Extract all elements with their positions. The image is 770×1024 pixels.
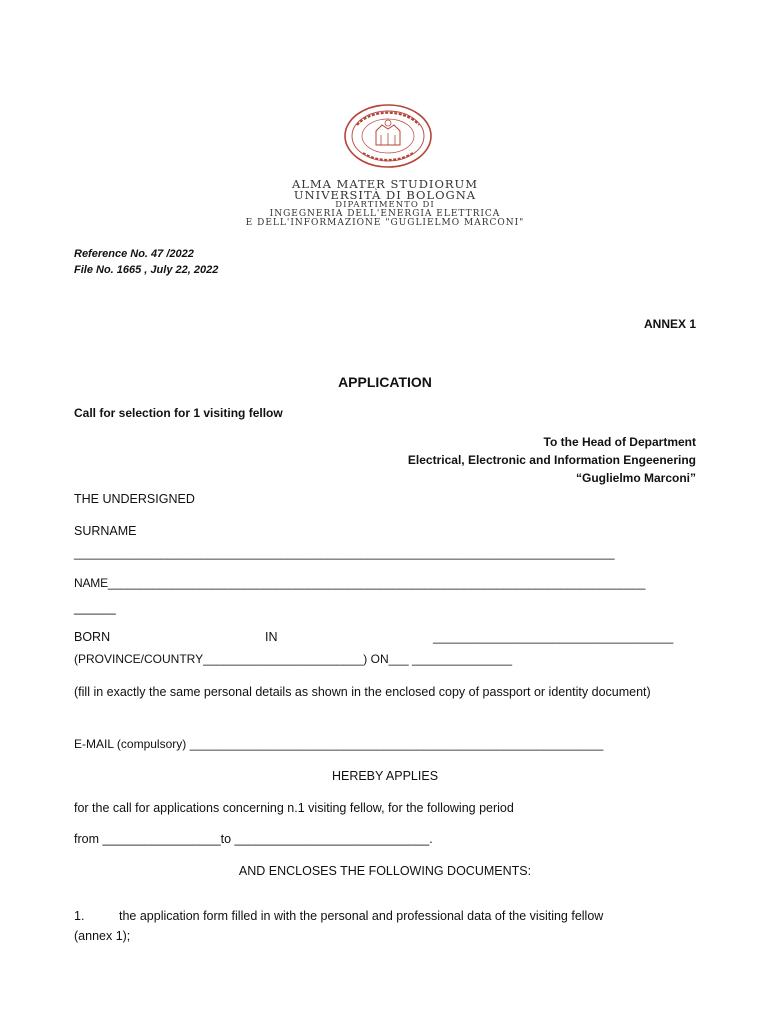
name-field-continuation[interactable]: ______: [74, 601, 116, 615]
reference-number: Reference No. 47 /2022: [74, 248, 194, 260]
encloses-heading: AND ENCLOSES THE FOLLOWING DOCUMENTS:: [238, 864, 532, 878]
list-item-text: the application form filled in with the personal and professional data of the visiting fellow: [119, 909, 604, 923]
name-field[interactable]: NAME___________________________________________________________________________________: [74, 576, 646, 590]
identity-note: (fill in exactly the same personal details as shown in the enclosed copy of passport or identity document): [74, 685, 651, 699]
call-heading: Call for selection for 1 visiting fellow: [74, 406, 283, 420]
birthplace-field[interactable]: ____________________________________: [433, 630, 674, 644]
born-label: BORN: [74, 630, 111, 644]
surname-field[interactable]: _________________________________________________________________________________: [74, 546, 615, 560]
email-field[interactable]: E-MAIL (compulsory) ______________________________________________________________: [74, 737, 604, 751]
addressee-line1: To the Head of Department: [543, 435, 696, 449]
hereby-applies-heading: HEREBY APPLIES: [331, 769, 439, 783]
undersigned-label: THE UNDERSIGNED: [74, 492, 195, 506]
department-line1: DIPARTIMENTO DI: [335, 200, 435, 210]
department-line2: INGEGNERIA DELL'ENERGIA ELETTRICA: [269, 209, 501, 219]
addressee-line3: “Guglielmo Marconi”: [575, 471, 696, 485]
department-line3: E DELL'INFORMAZIONE "GUGLIELMO MARCONI": [245, 218, 525, 228]
institution-name-line2: UNIVERSITÀ DI BOLOGNA: [293, 188, 477, 202]
call-text: for the call for applications concerning n.1 visiting fellow, for the following period: [74, 801, 514, 815]
born-in-label: IN: [265, 630, 278, 644]
addressee-line2: Electrical, Electronic and Information Engeenering: [407, 453, 696, 467]
university-seal-logo: [343, 103, 433, 169]
province-date-field[interactable]: (PROVINCE/COUNTRY________________________) ON___ _______________: [74, 652, 513, 666]
institution-name-line1: ALMA MATER STUDIORUM: [291, 177, 479, 191]
list-item-number: 1.: [74, 909, 85, 923]
file-number: File No. 1665 , July 22, 2022: [74, 264, 219, 276]
list-item-continuation: (annex 1);: [74, 929, 131, 943]
period-field[interactable]: from _________________to ____________________________.: [74, 832, 433, 846]
surname-label: SURNAME: [74, 524, 137, 538]
annex-label: ANNEX 1: [643, 317, 696, 331]
page-title: APPLICATION: [338, 374, 432, 390]
